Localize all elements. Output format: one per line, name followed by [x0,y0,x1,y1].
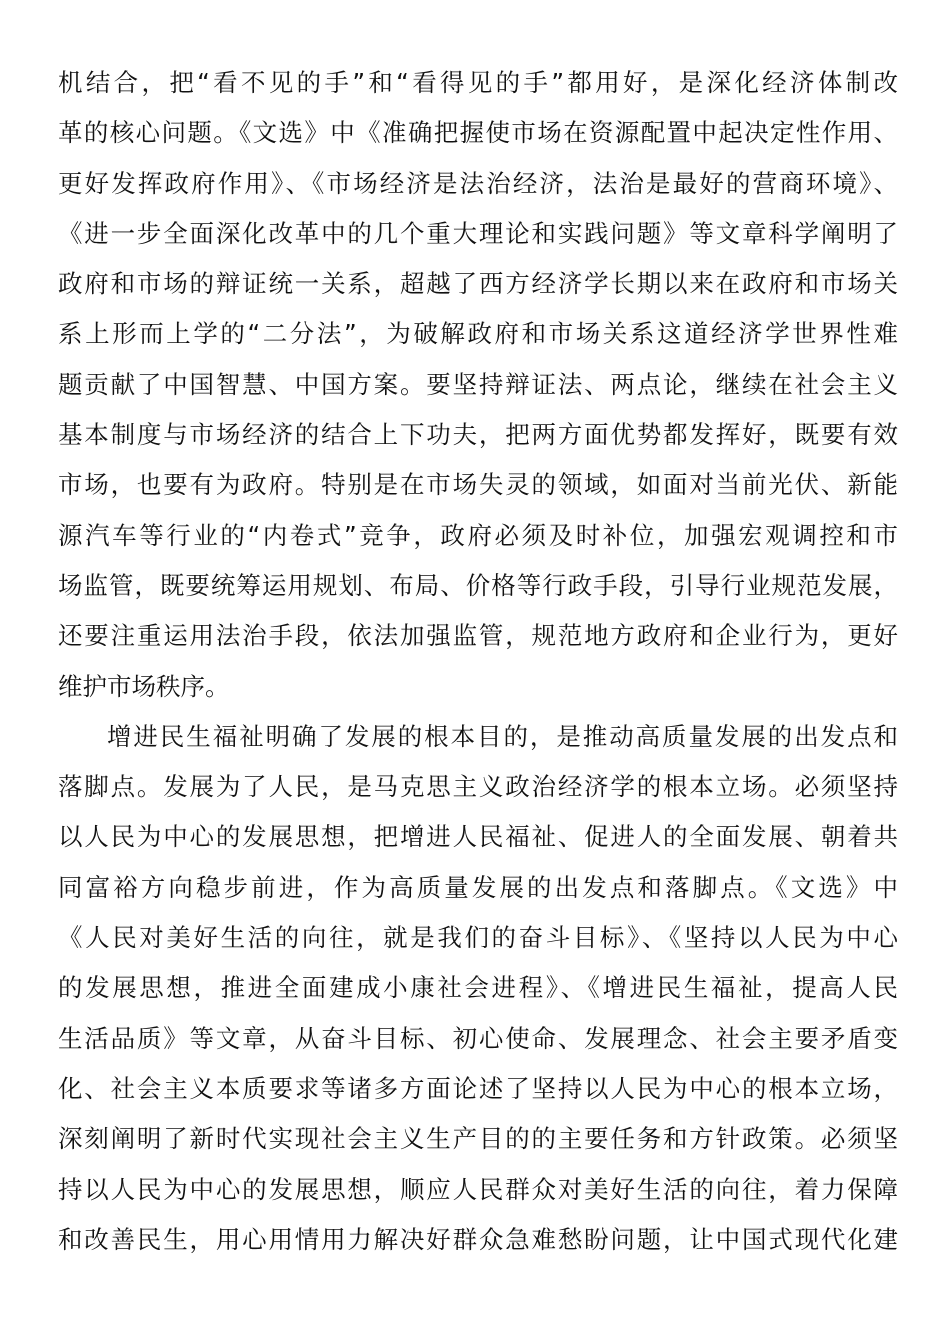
text-line: 以人民为中心的发展思想，把增进人民福祉、促进人的全面发展、朝着共 [58,822,898,852]
text-line: 《进一步全面深化改革中的几个重大理论和实践问题》等文章科学阐明了 [58,218,898,248]
document-page [58,58,898,1265]
text-line: 生活品质》等文章，从奋斗目标、初心使命、发展理念、社会主要矛盾变 [58,1023,898,1053]
text-line: 更好发挥政府作用》、《市场经济是法治经济，法治是最好的营商环境》、 [58,168,898,198]
text-line: 《人民对美好生活的向往，就是我们的奋斗目标》、《坚持以人民为中心 [58,923,898,953]
text-line: 政府和市场的辩证统一关系，超越了西方经济学长期以来在政府和市场关 [58,269,898,299]
text-line: 维护市场秩序。 [58,671,230,701]
text-line: 市场，也要有为政府。特别是在市场失灵的领域，如面对当前光伏、新能 [58,470,898,500]
paragraph-people-wellbeing [58,712,898,1265]
text-line: 落脚点。发展为了人民，是马克思主义政治经济学的根本立场。必须坚持 [58,772,898,802]
text-line: 革的核心问题。《文选》中《准确把握使市场在资源配置中起决定性作用、 [58,118,898,148]
text-line: 和改善民生，用心用情用力解决好群众急难愁盼问题，让中国式现代化建 [58,1224,898,1254]
text-line: 源汽车等行业的“内卷式”竞争，政府必须及时补位，加强宏观调控和市 [58,520,898,550]
text-line: 题贡献了中国智慧、中国方案。要坚持辩证法、两点论，继续在社会主义 [58,369,898,399]
text-line: 持以人民为中心的发展思想，顺应人民群众对美好生活的向往，着力保障 [58,1174,898,1204]
text-line: 增进民生福祉明确了发展的根本目的，是推动高质量发展的出发点和 [107,721,898,751]
text-line: 机结合，把“看不见的手”和“看得见的手”都用好，是深化经济体制改 [58,68,898,97]
text-line: 基本制度与市场经济的结合上下功夫，把两方面优势都发挥好，既要有效 [58,420,898,450]
text-line: 系上形而上学的“二分法”，为破解政府和市场关系这道经济学世界性难 [58,319,898,349]
text-line: 还要注重运用法治手段，依法加强监管，规范地方政府和企业行为，更好 [58,621,898,651]
text-line: 场监管，既要统筹运用规划、布局、价格等行政手段，引导行业规范发展， [58,570,898,600]
text-line: 化、社会主义本质要求等诸多方面论述了坚持以人民为中心的根本立场， [58,1073,898,1103]
text-line: 同富裕方向稳步前进，作为高质量发展的出发点和落脚点。《文选》中 [58,872,898,902]
text-line: 深刻阐明了新时代实现社会主义生产目的的主要任务和方针政策。必须坚 [58,1124,898,1154]
text-line: 的发展思想，推进全面建成小康社会进程》、《增进民生福祉，提高人民 [58,973,898,1003]
paragraph-market-government [58,58,898,712]
